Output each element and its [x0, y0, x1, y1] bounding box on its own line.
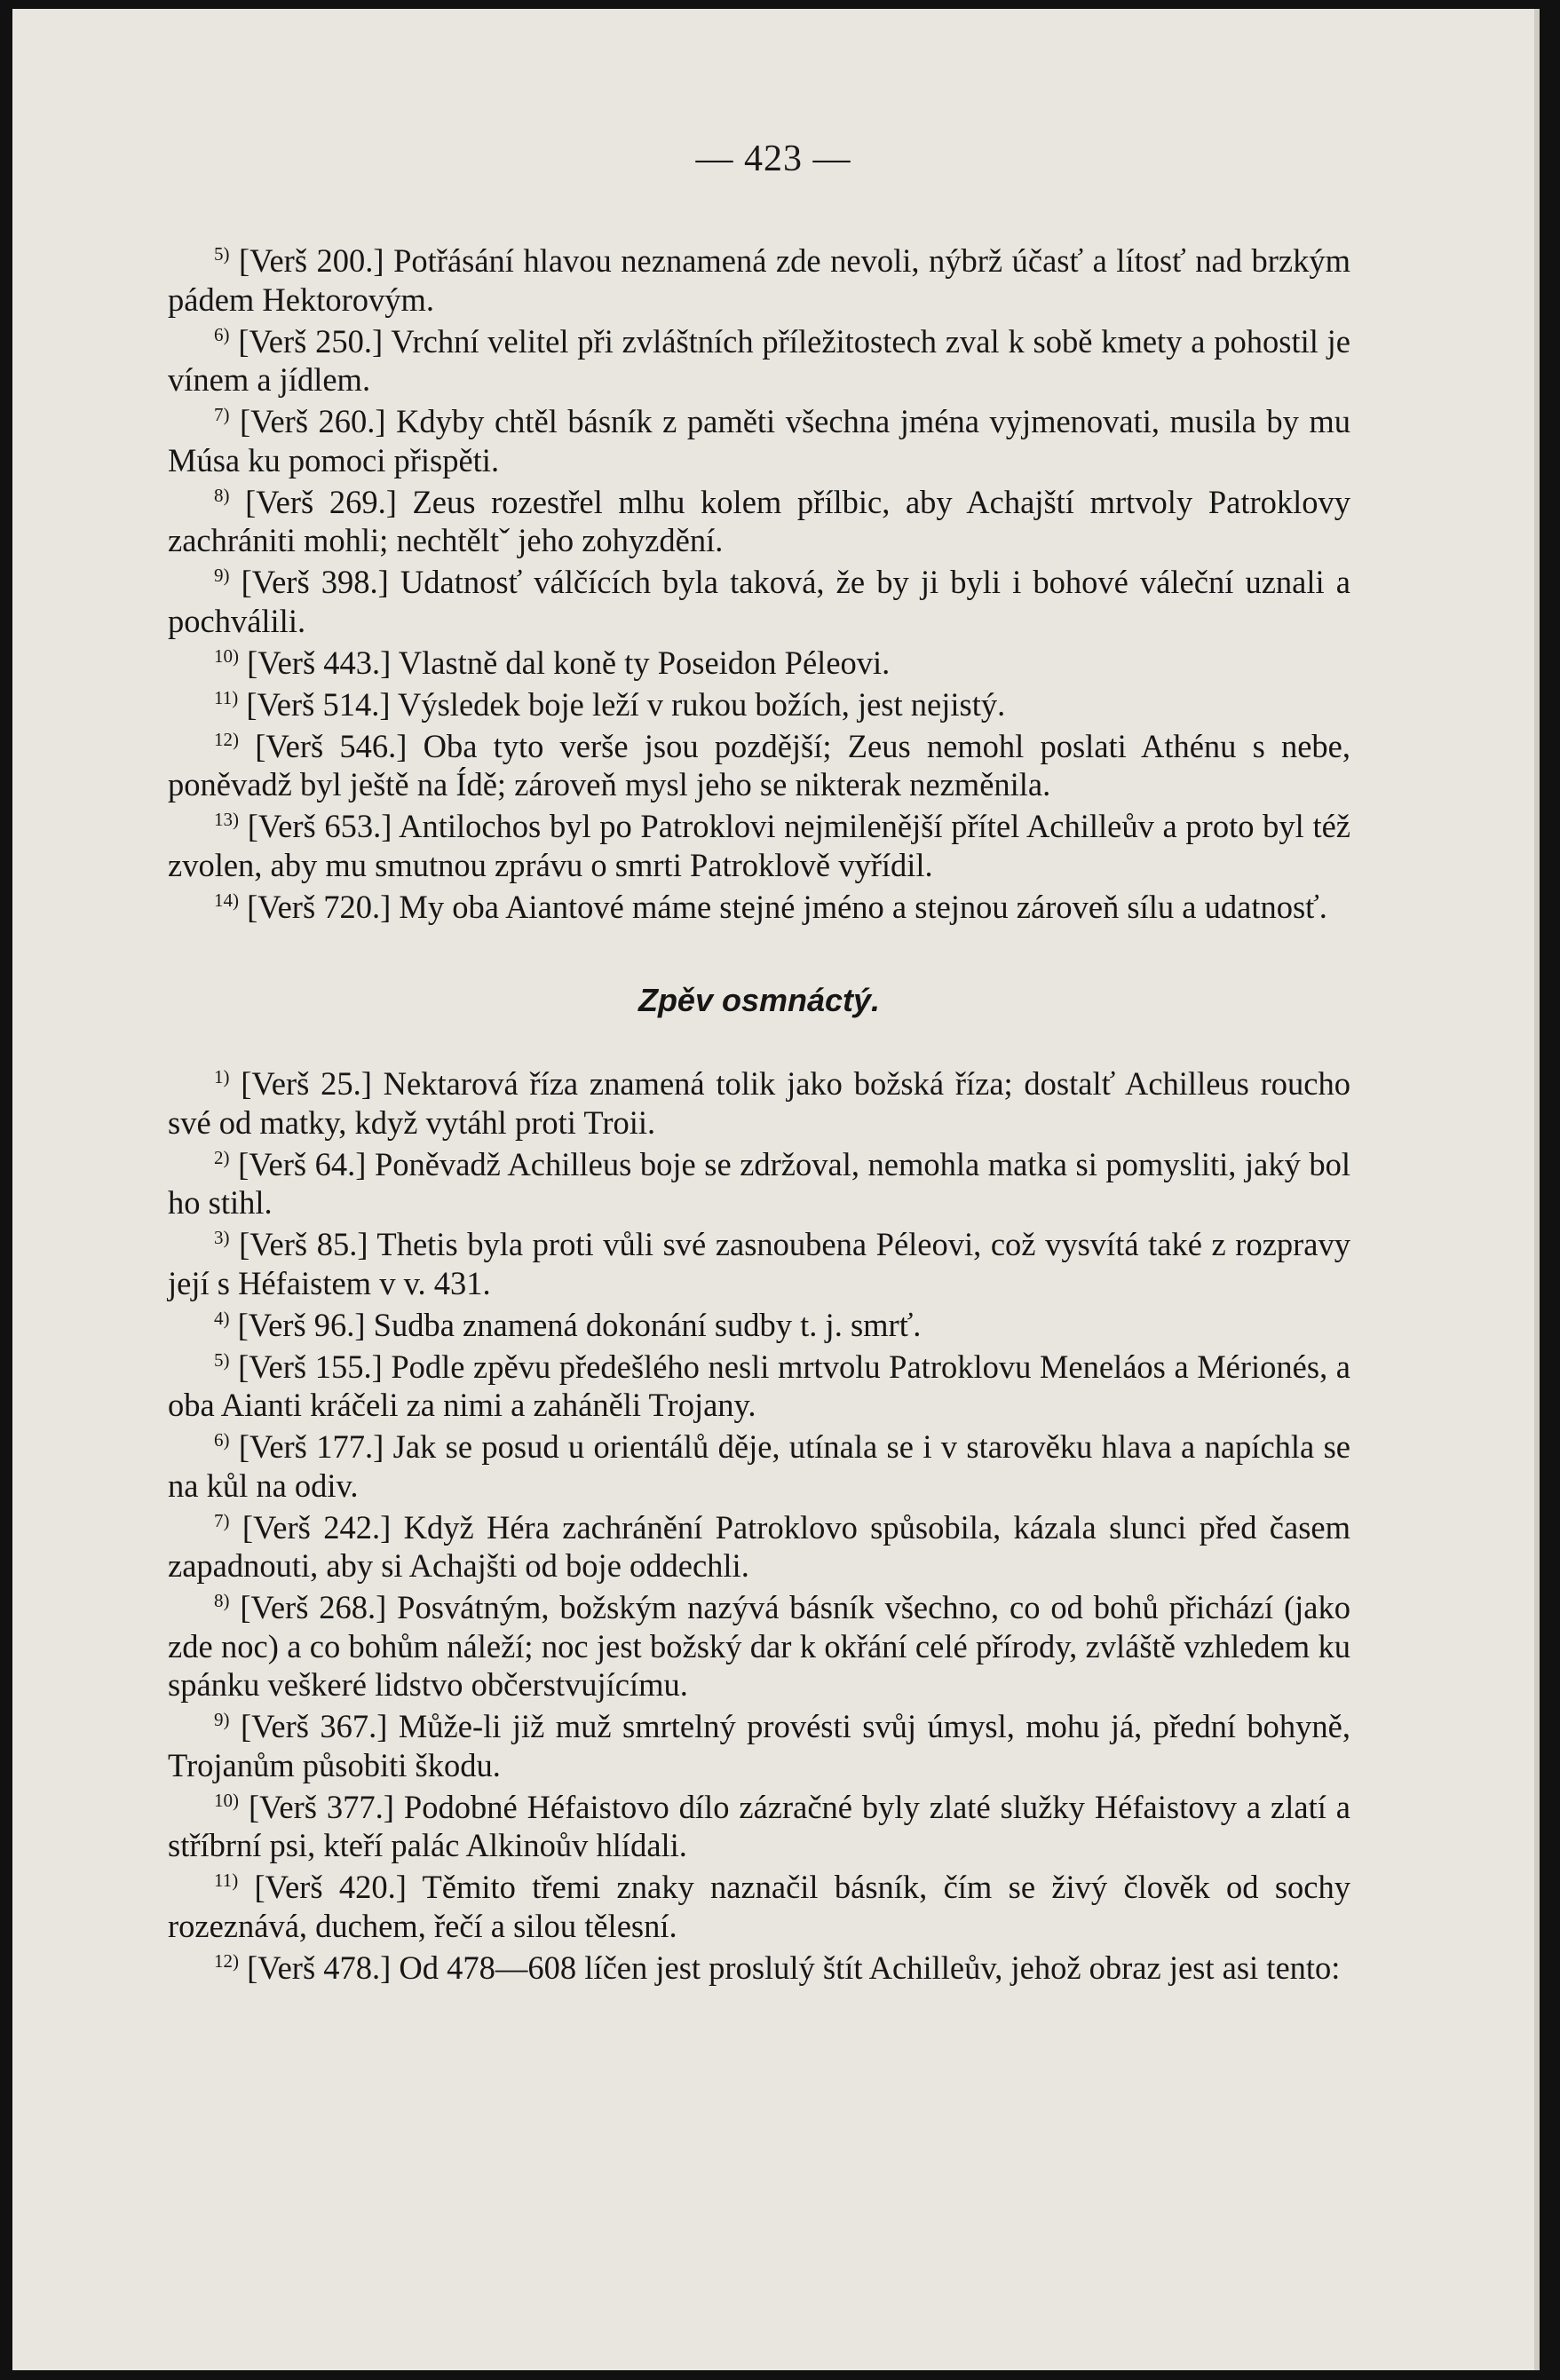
- page-number: — 423 —: [695, 138, 851, 179]
- footnotes-previous-canto: [168, 241, 1350, 926]
- footnote-text: [Verš 96.] Sudba znamená dokonání sudby t. j. smrť.: [237, 1306, 922, 1343]
- footnote: [168, 1064, 1350, 1142]
- footnote: [168, 1427, 1350, 1505]
- footnote: [168, 402, 1350, 479]
- footnote-mark: 8): [214, 484, 230, 506]
- footnote-mark: 6): [214, 323, 230, 345]
- book-page: [12, 9, 1540, 2370]
- footnote-text: [Verš 367.] Může-li již muž smrtelný provésti svůj úmysl, mohu já, přední bohyně, Trojanům působiti škodu.: [168, 1708, 1350, 1783]
- footnote-mark: 2): [214, 1146, 230, 1168]
- footnote: [168, 807, 1350, 884]
- footnote: [168, 888, 1350, 927]
- footnote: [168, 685, 1350, 724]
- footnote-text: [Verš 64.] Poněvadž Achilleus boje se zdržoval, nemohla matka si pomysliti, jaký bol ho stihl.: [168, 1145, 1351, 1221]
- footnote-text: [Verš 242.] Když Héra zachránění Patroklovo spůsobila, kázala slunci před časem zapadnouti, aby si Achajšti od boje oddechli.: [168, 1508, 1350, 1584]
- footnote-text: [Verš 377.] Podobné Héfaistovo dílo zázračné byly zlaté služky Héfaistovy a zlatí a stříbrní psi, kteří palác Alkinoův hlídali.: [168, 1788, 1351, 1863]
- footnote-mark: 3): [214, 1227, 230, 1248]
- footnote-mark: 4): [214, 1307, 230, 1329]
- footnote-text: [Verš 653.] Antilochos byl po Patroklovi nejmilenější přítel Achilleův a proto byl též zvolen, aby mu smutnou zprávu o smrti Patroklově vyřídil.: [168, 808, 1351, 883]
- footnote-text: [Verš 177.] Jak se posud u orientálů děje, utínala se i v starověku hlava a napíchla se na kůl na odiv.: [168, 1428, 1350, 1504]
- footnote: [168, 241, 1350, 319]
- footnote-mark: 14): [214, 889, 239, 911]
- footnote-text: [Verš 250.] Vrchní velitel při zvláštních příležitostech zval k sobě kmety a pohostil je vínem a jídlem.: [168, 322, 1351, 398]
- footnote: [168, 1707, 1350, 1784]
- footnote-text: [Verš 85.] Thetis byla proti vůli své zasnoubena Péleovi, což vysvítá také z rozpravy její s Héfaistem v v. 431.: [168, 1226, 1351, 1301]
- footnote-mark: 12): [214, 728, 239, 750]
- footnote: [168, 483, 1350, 560]
- footnote-mark: 5): [214, 1348, 230, 1371]
- footnote-mark: 1): [214, 1066, 230, 1087]
- footnote-text: [Verš 260.] Kdyby chtěl básník z paměti všechna jména vyjmenovati, musila by mu Músa ku pomoci přispěti.: [168, 403, 1351, 478]
- footnote: [168, 1868, 1350, 1945]
- footnote: [168, 1949, 1350, 1988]
- footnote-mark: 11): [214, 686, 239, 708]
- footnote-text: [Verš 546.] Oba tyto verše jsou pozdější; Zeus nemohl poslati Athénu s nebe, poněvadž byl ještě na Ídě; zároveň mysl jeho se nikterak nezměnila.: [168, 727, 1351, 803]
- footnote-mark: 5): [214, 243, 230, 265]
- footnote-text: [Verš 200.] Potřásání hlavou neznamená zde nevoli, nýbrž účasť a lítosť nad brzkým pádem Hektorovým.: [168, 242, 1350, 318]
- footnote-text: [Verš 478.] Od 478—608 líčen jest proslulý štít Achilleův, jehož obraz jest asi tento:: [247, 1949, 1341, 1986]
- footnote-text: [Verš 398.] Udatnosť válčících byla taková, že by ji byli i bohové váleční uznali a pochválili.: [168, 564, 1350, 639]
- footnote: [168, 1225, 1350, 1302]
- footnote-mark: 10): [214, 1789, 239, 1811]
- footnote-text: [Verš 443.] Vlastně dal koně ty Poseidon Péleovi.: [247, 644, 891, 681]
- footnote: [168, 563, 1350, 640]
- footnote-text: [Verš 268.] Posvátným, božským nazývá básník všechno, co od bohů přichází (jako zde noc) a co bohům náleží; noc jest božský dar k okřání celé přírody, zvláště vzhledem ku spánku veškeré lidstvo občerstvujícímu.: [168, 1589, 1351, 1703]
- footnote-mark: 6): [214, 1429, 230, 1451]
- footnote-mark: 10): [214, 644, 239, 667]
- footnote: [168, 1145, 1350, 1222]
- footnotes-text: [168, 241, 1350, 1990]
- footnote: [168, 1588, 1350, 1704]
- section-heading: Zpěv osmnáctý.: [637, 982, 881, 1018]
- footnote: [168, 322, 1350, 399]
- footnote-mark: 11): [214, 1870, 239, 1891]
- footnote-mark: 7): [214, 404, 230, 425]
- footnote-mark: 7): [214, 1509, 230, 1531]
- footnote: [168, 1788, 1350, 1865]
- footnotes-canto-eighteen: [168, 1064, 1350, 1987]
- footnote-text: [Verš 155.] Podle zpěvu předešlého nesli mrtvolu Patroklovu Meneláos a Mérionés, a oba Aianti kráčeli za nimi a zaháněli Trojany.: [168, 1348, 1351, 1423]
- footnote-text: [Verš 269.] Zeus rozestřel mlhu kolem přílbic, aby Achajští mrtvoly Patroklovy zachrániti mohli; nechtěltˇ jeho zohyzdění.: [168, 483, 1351, 558]
- footnote-text: [Verš 720.] My oba Aiantové máme stejné jméno a stejnou zároveň sílu a udatnosť.: [247, 888, 1327, 925]
- footnote: [168, 644, 1350, 683]
- footnote-mark: 9): [214, 1709, 230, 1730]
- footnote-mark: 9): [214, 565, 230, 586]
- footnote-mark: 13): [214, 809, 239, 830]
- footnote-text: [Verš 25.] Nektarová říza znamená tolik jako božská říza; dostalť Achilleus roucho své od matky, když vytáhl proti Troii.: [168, 1065, 1351, 1141]
- footnote: [168, 1508, 1350, 1585]
- footnote-mark: 12): [214, 1949, 239, 1972]
- footnote-mark: 8): [214, 1590, 230, 1611]
- footnote-text: [Verš 514.] Výsledek boje leží v rukou božích, jest nejistý.: [246, 685, 1006, 723]
- footnote: [168, 1306, 1350, 1345]
- footnote: [168, 727, 1350, 804]
- footnote: [168, 1348, 1350, 1425]
- footnote-text: [Verš 420.] Těmito třemi znaky naznačil básník, čím se živý člověk od sochy rozeznává, duchem, řečí a silou tělesní.: [168, 1869, 1350, 1944]
